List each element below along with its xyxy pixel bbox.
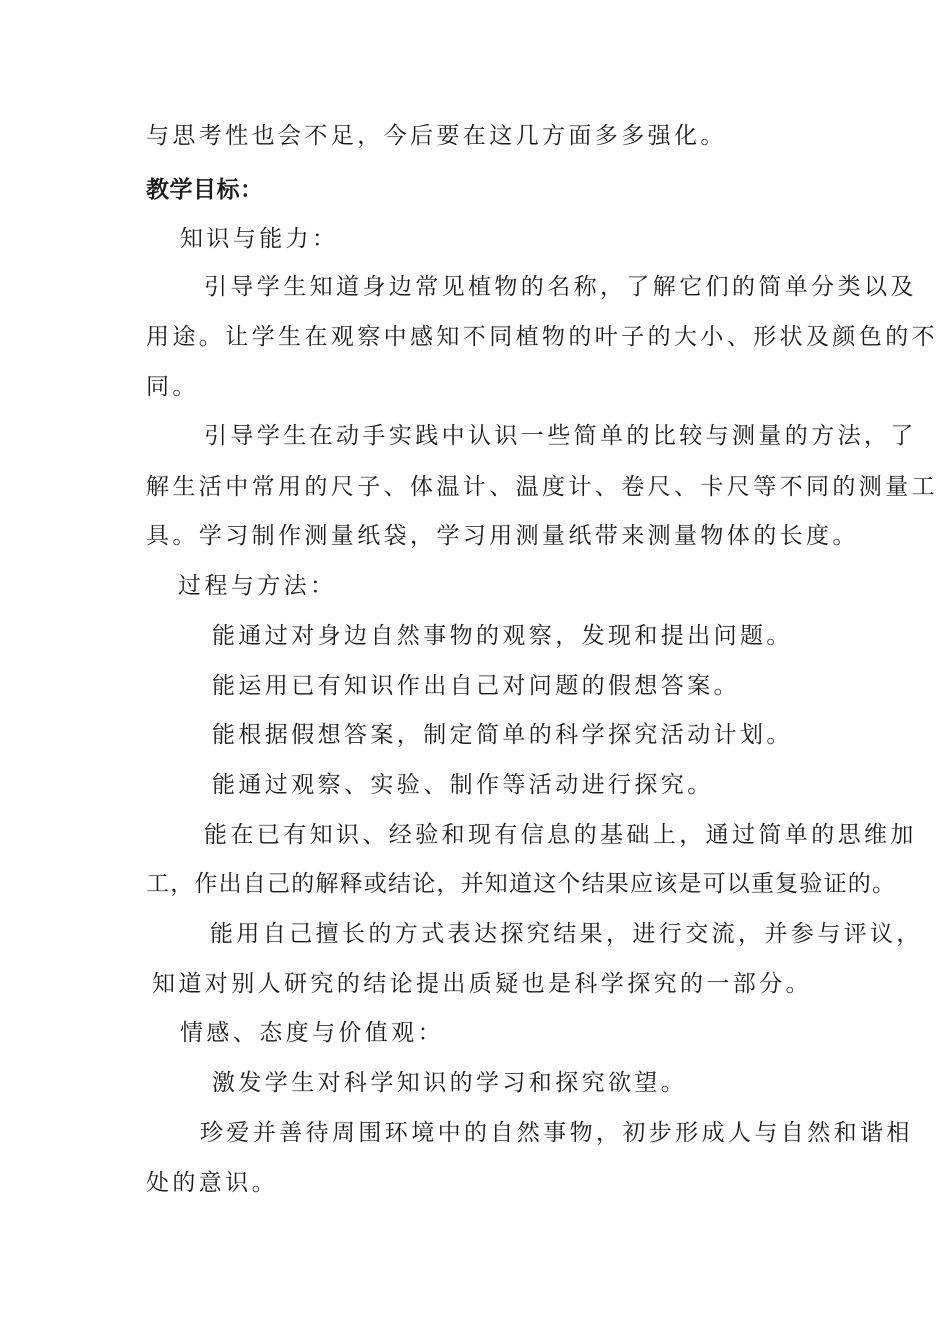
subheading-knowledge-ability: 知识与能力： [180,226,339,252]
paragraph-line: 工，作出自己的解释或结论，并知道这个结果应该是可以重复验证的。 [146,871,897,897]
paragraph-line: 具。学习制作测量纸袋，学习用测量纸带来测量物体的长度。 [146,523,859,549]
list-item: 能运用已有知识作出自己对问题的假想答案。 [212,673,740,699]
subheading-process-method: 过程与方法： [178,573,337,599]
paragraph-line: 知道对别人研究的结论提出质疑也是科学探究的一部分。 [152,971,812,997]
paragraph-line: 能用自己擅长的方式表达探究结果，进行交流，并参与评议， [210,921,923,947]
paragraph-line: 引导学生在动手实践中认识一些简单的比较与测量的方法，了 [204,423,917,449]
paragraph-line: 同。 [146,374,199,400]
paragraph-line: 用途。让学生在观察中感知不同植物的叶子的大小、形状及颜色的不 [146,324,938,350]
paragraph-line: 珍爱并善待周围环境中的自然事物，初步形成人与自然和谐相 [200,1120,913,1146]
paragraph-continuation: 与思考性也会不足，今后要在这几方面多多强化。 [146,123,727,149]
list-item: 能通过观察、实验、制作等活动进行探究。 [212,772,714,798]
paragraph-line: 处的意识。 [146,1170,278,1196]
subheading-emotion-attitude-values: 情感、态度与价值观： [180,1020,444,1046]
paragraph-line: 解生活中常用的尺子、体温计、温度计、卷尺、卡尺等不同的测量工 [146,474,938,500]
paragraph-line: 能在已有知识、经验和现有信息的基础上，通过简单的思维加 [204,822,917,848]
list-item: 能根据假想答案，制定简单的科学探究活动计划。 [212,722,793,748]
paragraph-line: 引导学生知道身边常见植物的名称，了解它们的简单分类以及 [204,274,917,300]
list-item: 激发学生对科学知识的学习和探究欲望。 [212,1070,688,1096]
section-heading-teaching-goals: 教学目标： [146,177,264,203]
list-item: 能通过对身边自然事物的观察，发现和提出问题。 [212,623,793,649]
